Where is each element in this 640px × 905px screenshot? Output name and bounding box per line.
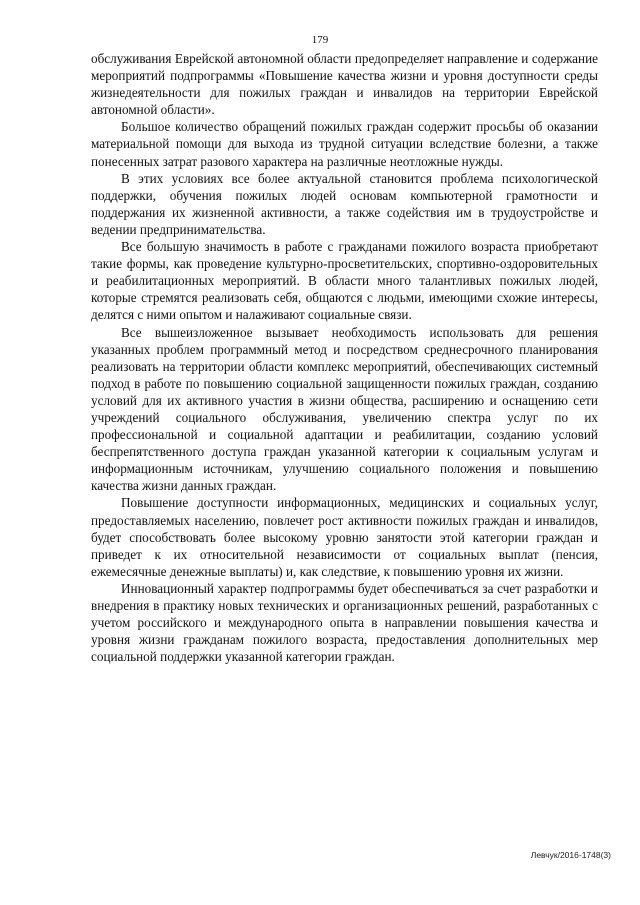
page-number: 179 bbox=[311, 34, 329, 46]
paragraph-program-method: Все вышеизложенное вызывает необходимость использовать для решения указанных проблем программный метод и посредством среднесрочного планирования реализовать на территории области комплекс мероприятий, обеспечивающих системный подход в работе по повышению социальной защищенности пожилых граждан, созданию условий для их активного участия в жизни общества, расширению и оснащению сети учреждений социального обслуживания, увеличению спектра услуг по их профессиональной и социальной адаптации и реабилитации, созданию условий беспрепятственного доступа граждан указанной категории к социальным услугам и информационным источникам, улучшению социального положения и повышению качества жизни данных граждан. bbox=[91, 324, 598, 494]
paragraph-support: В этих условиях все более актуальной становится проблема психологической поддержки, обучения пожилых людей основам компьютерной грамотности и поддержания их жизненной активности, а также содействия им в трудоустройстве и ведении предпринимательства. bbox=[91, 170, 598, 237]
paragraph-innovation: Инновационный характер подпрограммы будет обеспечиваться за счет разработки и внедрения в практику новых технических и организационных решений, разработанных с учетом российского и международного опыта в направлении повышения качества и уровня жизни гражданам пожилого возраста, предоставления дополнительных мер социальной поддержки указанной категории граждан. bbox=[91, 580, 598, 665]
paragraph-continuation: обслуживания Еврейской автономной области предопределяет направление и содержание мероприятий подпрограммы «Повышение качества жизни и уровня доступности среды жизнедеятельности для пожилых граждан и инвалидов на территории Еврейской автономной области». bbox=[91, 51, 598, 118]
paragraph-accessibility: Повышение доступности информационных, медицинских и социальных услуг, предоставляемых населению, повлечет рост активности пожилых граждан и инвалидов, будет способствовать более высокому уровню занятости этой категории граждан и приведет к их относительной независимости от социальных выплат (пенсия, ежемесячные денежные выплаты) и, как следствие, к повышению уровня их жизни. bbox=[91, 495, 598, 579]
paragraph-requests: Большое количество обращений пожилых граждан содержит просьбы об оказании материальной помощи для выхода из трудной ситуации вследствие болезни, а также понесенных затрат разового характера на различные неотложные нужды. bbox=[91, 119, 598, 169]
document-body bbox=[91, 50, 598, 665]
document-code: Левчук/2016-1748(3) bbox=[530, 850, 611, 860]
paragraph-activities: Все большую значимость в работе с гражданами пожилого возраста приобретают такие формы, как проведение культурно-просветительских, спортивно-оздоровительных и реабилитационных мероприятий. В области много талантливых пожилых людей, которые стремятся реализовать себя, общаются с людьми, имеющими схожие интересы, делятся с ними опытом и налаживают социальные связи. bbox=[91, 239, 598, 323]
